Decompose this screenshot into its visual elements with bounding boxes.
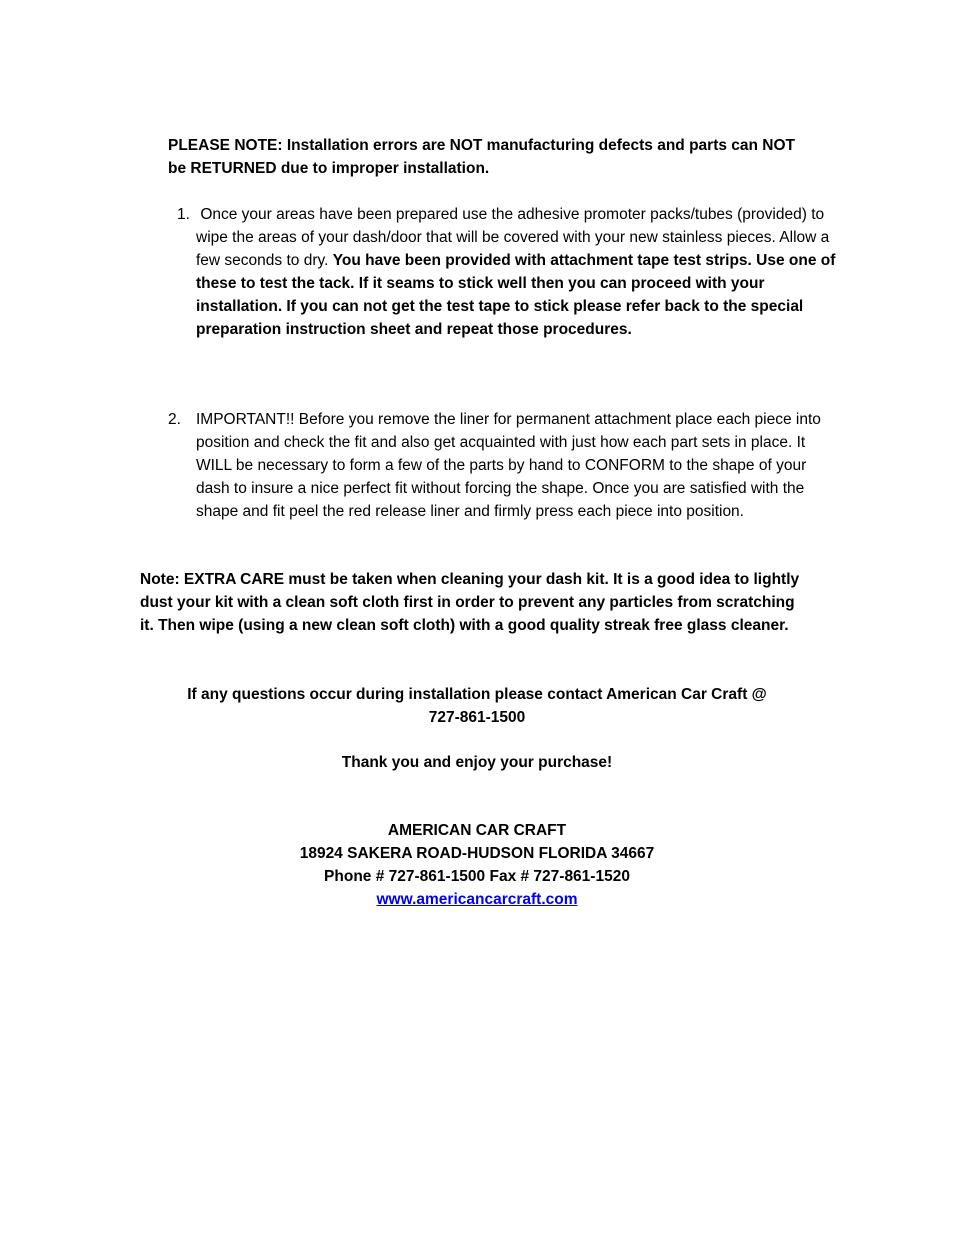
step-1-text: Once your areas have been prepared use the adhesive promoter packs/tubes (provided) to wipe the areas of your dash/door that will be covered with your new stainless pieces. Allow a few seconds to dry.: [196, 206, 830, 269]
company-contact-block: [140, 819, 814, 911]
company-address: 18924 SAKERA ROAD-HUDSON FLORIDA 34667: [299, 845, 655, 862]
company-website-link[interactable]: www.americancarcraft.com: [376, 891, 578, 908]
thank-you-message: Thank you and enjoy your purchase!: [341, 754, 613, 771]
questions-line-1: If any questions occur during installation please contact American Car Craft @: [187, 686, 767, 703]
step-2-text: IMPORTANT!! Before you remove the liner for permanent attachment place each piece into position and check the fit and also get acquainted with just how each part sets in place. It WILL be necessary to form a few of the parts by hand to CONFORM to the shape of your dash to insure a nice perfect fit without forcing the shape. Once you are satisfied with the shape and fit peel the red release liner and firmly press each piece into position.: [196, 411, 821, 520]
cleaning-care-note: Note: EXTRA CARE must be taken when cleaning your dash kit. It is a good idea to lightly dust your kit with a clean soft cloth first in order to prevent any particles from scratching it. Then wipe (using a new clean soft cloth) with a good quality streak free glass cleaner.: [140, 571, 800, 634]
step-2-number: 2.: [168, 411, 181, 428]
step-1-bold-text: You have been provided with attachment tape test strips. Use one of these to test the tack. If it seams to stick well then you can proceed with your installation. If you can not get the test tape to stick please refer back to the special preparation instruction sheet and repeat those procedures.: [196, 252, 836, 338]
instruction-step-1: [168, 203, 836, 341]
company-phone-fax: Phone # 727-861-1500 Fax # 727-861-1520: [324, 868, 630, 885]
questions-phone: 727-861-1500: [428, 709, 526, 726]
company-name: AMERICAN CAR CRAFT: [387, 822, 567, 839]
questions-contact: [140, 683, 814, 729]
step-1-number: 1.: [177, 206, 190, 223]
please-note-warning: PLEASE NOTE: Installation errors are NOT manufacturing defects and parts can NOT be RETURNED due to improper installation.: [168, 137, 796, 177]
instruction-step-2: [168, 408, 836, 523]
